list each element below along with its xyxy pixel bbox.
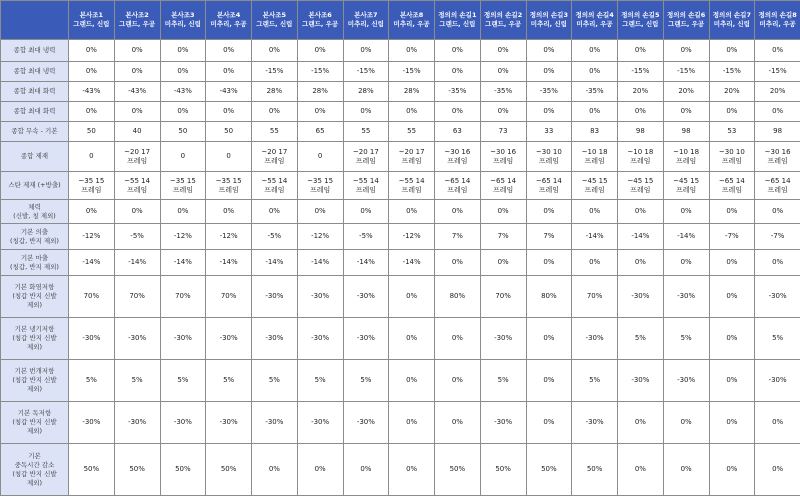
table-cell: -35% bbox=[435, 82, 481, 102]
table-cell: 5% bbox=[480, 360, 526, 402]
table-cell: 5% bbox=[618, 318, 664, 360]
table-cell: 0 bbox=[69, 142, 115, 172]
table-cell: ~20 17 프레임 bbox=[389, 142, 435, 172]
table-cell: 0% bbox=[755, 40, 800, 62]
table-cell: 0% bbox=[160, 102, 206, 122]
table-cell: 0% bbox=[435, 200, 481, 224]
table-cell: 28% bbox=[252, 82, 298, 102]
table-cell: 70% bbox=[572, 276, 618, 318]
table-cell: 0% bbox=[526, 318, 572, 360]
column-header: 정의의 손길2 그랜드, 우공 bbox=[480, 1, 526, 40]
table-cell: 0% bbox=[618, 40, 664, 62]
table-cell: -12% bbox=[206, 224, 252, 250]
row-label: 종합 최대 화력 bbox=[1, 102, 69, 122]
table-cell: 83 bbox=[572, 122, 618, 142]
table-cell: 0% bbox=[618, 200, 664, 224]
table-cell: -14% bbox=[618, 224, 664, 250]
table-cell: -35% bbox=[480, 82, 526, 102]
table-cell: 0% bbox=[252, 444, 298, 496]
table-cell: ~65 14 프레임 bbox=[755, 172, 800, 200]
table-cell: 28% bbox=[297, 82, 343, 102]
table-cell: 0% bbox=[114, 40, 160, 62]
table-cell: 0% bbox=[160, 40, 206, 62]
table-row bbox=[1, 62, 800, 82]
table-cell: 0% bbox=[114, 200, 160, 224]
table-cell: 50% bbox=[480, 444, 526, 496]
table-cell: 50% bbox=[435, 444, 481, 496]
table-cell: -14% bbox=[206, 250, 252, 276]
table-cell: 70% bbox=[69, 276, 115, 318]
table-cell: -30% bbox=[69, 318, 115, 360]
table-cell: 50% bbox=[160, 444, 206, 496]
table-cell: 0% bbox=[709, 402, 755, 444]
table-row bbox=[1, 102, 800, 122]
table-cell: 0% bbox=[618, 250, 664, 276]
table-cell: -14% bbox=[160, 250, 206, 276]
table-cell: ~55 14 프레임 bbox=[389, 172, 435, 200]
table-cell: 5% bbox=[297, 360, 343, 402]
table-cell: 0% bbox=[297, 444, 343, 496]
table-cell: ~35 15 프레임 bbox=[160, 172, 206, 200]
table-cell: 50 bbox=[206, 122, 252, 142]
table-cell: 0% bbox=[526, 102, 572, 122]
column-header: 본사조8 미추리, 우공 bbox=[389, 1, 435, 40]
table-cell: ~10 18 프레임 bbox=[663, 142, 709, 172]
table-cell: -14% bbox=[663, 224, 709, 250]
corner-cell bbox=[1, 1, 69, 40]
table-cell: 5% bbox=[663, 318, 709, 360]
table-cell: -12% bbox=[160, 224, 206, 250]
table-cell: 70% bbox=[160, 276, 206, 318]
table-cell: ~30 16 프레임 bbox=[755, 142, 800, 172]
table-cell: 98 bbox=[618, 122, 664, 142]
table-cell: 98 bbox=[663, 122, 709, 142]
table-cell: 0% bbox=[389, 402, 435, 444]
table-row bbox=[1, 402, 800, 444]
table-cell: -30% bbox=[572, 402, 618, 444]
table-cell: -30% bbox=[206, 402, 252, 444]
table-cell: 55 bbox=[252, 122, 298, 142]
table-cell: 0% bbox=[206, 62, 252, 82]
table-row bbox=[1, 82, 800, 102]
table-cell: 0 bbox=[160, 142, 206, 172]
table-cell: 0% bbox=[160, 62, 206, 82]
table-cell: 0% bbox=[709, 200, 755, 224]
column-header: 정의의 손길8 미추리, 우공 bbox=[755, 1, 800, 40]
column-header: 정의의 손길5 그랜드, 신림 bbox=[618, 1, 664, 40]
table-cell: 0% bbox=[618, 102, 664, 122]
table-cell: 0% bbox=[389, 40, 435, 62]
table-cell: -30% bbox=[343, 402, 389, 444]
table-cell: ~30 10 프레임 bbox=[709, 142, 755, 172]
table-cell: 0% bbox=[526, 250, 572, 276]
table-cell: 0% bbox=[663, 444, 709, 496]
table-cell: 0% bbox=[435, 62, 481, 82]
table-cell: 0% bbox=[709, 360, 755, 402]
column-header: 정의의 손길3 미추리, 신림 bbox=[526, 1, 572, 40]
table-cell: 5% bbox=[160, 360, 206, 402]
table-cell: -30% bbox=[160, 318, 206, 360]
table-row bbox=[1, 318, 800, 360]
table-cell: -15% bbox=[755, 62, 800, 82]
table-cell: ~35 15 프레임 bbox=[297, 172, 343, 200]
table-cell: 0% bbox=[572, 200, 618, 224]
table-cell: 0% bbox=[480, 200, 526, 224]
table-cell: 0% bbox=[435, 360, 481, 402]
table-cell: -30% bbox=[755, 276, 800, 318]
table-cell: 50% bbox=[572, 444, 618, 496]
table-cell: 0% bbox=[69, 102, 115, 122]
table-cell: 0% bbox=[435, 250, 481, 276]
table-cell: -14% bbox=[343, 250, 389, 276]
table-cell: 7% bbox=[526, 224, 572, 250]
table-row bbox=[1, 444, 800, 496]
table-cell: 98 bbox=[755, 122, 800, 142]
table-cell: 80% bbox=[435, 276, 481, 318]
table-cell: ~65 14 프레임 bbox=[480, 172, 526, 200]
table-cell: -12% bbox=[297, 224, 343, 250]
row-label: 기본 의출 (칭갑, 반지 제외) bbox=[1, 224, 69, 250]
table-cell: 63 bbox=[435, 122, 481, 142]
table-cell: ~45 15 프레임 bbox=[572, 172, 618, 200]
table-cell: -43% bbox=[69, 82, 115, 102]
table-cell: -14% bbox=[114, 250, 160, 276]
table-cell: 0% bbox=[435, 402, 481, 444]
table-cell: 53 bbox=[709, 122, 755, 142]
table-cell: 0% bbox=[663, 40, 709, 62]
table-cell: -43% bbox=[114, 82, 160, 102]
column-header: 본사조5 그랜드, 신림 bbox=[252, 1, 298, 40]
table-cell: 5% bbox=[114, 360, 160, 402]
table-cell: 0% bbox=[297, 200, 343, 224]
table-cell: -30% bbox=[572, 318, 618, 360]
table-cell: 28% bbox=[389, 82, 435, 102]
table-cell: 0% bbox=[709, 276, 755, 318]
table-cell: -7% bbox=[709, 224, 755, 250]
table-cell: 0% bbox=[69, 40, 115, 62]
table-cell: -30% bbox=[206, 318, 252, 360]
table-cell: -30% bbox=[297, 402, 343, 444]
table-cell: 0% bbox=[435, 102, 481, 122]
table-cell: 0% bbox=[618, 402, 664, 444]
table-cell: 0% bbox=[114, 102, 160, 122]
table-cell: ~55 14 프레임 bbox=[114, 172, 160, 200]
table-row bbox=[1, 122, 800, 142]
table-row bbox=[1, 276, 800, 318]
table-cell: ~55 14 프레임 bbox=[343, 172, 389, 200]
table-cell: ~65 14 프레임 bbox=[435, 172, 481, 200]
table-cell: 0% bbox=[206, 200, 252, 224]
table-cell: -30% bbox=[755, 360, 800, 402]
table-cell: ~30 10 프레임 bbox=[526, 142, 572, 172]
table-cell: 50 bbox=[69, 122, 115, 142]
table-cell: -30% bbox=[343, 318, 389, 360]
table-cell: -35% bbox=[526, 82, 572, 102]
table-cell: -30% bbox=[297, 318, 343, 360]
table-cell: -5% bbox=[114, 224, 160, 250]
table-cell: -15% bbox=[297, 62, 343, 82]
table-cell: 0% bbox=[663, 200, 709, 224]
table-cell: 50% bbox=[206, 444, 252, 496]
row-label: 기본 번개저항 (칭갑 반지 신발 제외) bbox=[1, 360, 69, 402]
table-cell: 0% bbox=[526, 200, 572, 224]
table-cell: 50% bbox=[526, 444, 572, 496]
table-cell: 0% bbox=[663, 402, 709, 444]
table-cell: 0% bbox=[343, 200, 389, 224]
table-cell: 65 bbox=[297, 122, 343, 142]
table-cell: -43% bbox=[160, 82, 206, 102]
table-cell: -30% bbox=[663, 276, 709, 318]
table-row bbox=[1, 224, 800, 250]
table-cell: 0% bbox=[297, 102, 343, 122]
table-cell: -30% bbox=[618, 276, 664, 318]
table-cell: 0% bbox=[160, 200, 206, 224]
table-cell: -7% bbox=[755, 224, 800, 250]
table-cell: 28% bbox=[343, 82, 389, 102]
table-cell: -14% bbox=[69, 250, 115, 276]
table-cell: 0% bbox=[480, 40, 526, 62]
column-header: 본사조4 미추리, 우공 bbox=[206, 1, 252, 40]
table-cell: 0% bbox=[389, 276, 435, 318]
column-header: 정의의 손길7 미추리, 신림 bbox=[709, 1, 755, 40]
table-cell: 0% bbox=[526, 40, 572, 62]
table-cell: 73 bbox=[480, 122, 526, 142]
table-cell: ~55 14 프레임 bbox=[252, 172, 298, 200]
table-cell: ~10 18 프레임 bbox=[618, 142, 664, 172]
table-cell: 0% bbox=[297, 40, 343, 62]
table-cell: -30% bbox=[69, 402, 115, 444]
table-cell: 0% bbox=[663, 102, 709, 122]
table-cell: 70% bbox=[206, 276, 252, 318]
table-cell: -15% bbox=[618, 62, 664, 82]
table-cell: 70% bbox=[114, 276, 160, 318]
row-label: 기본 마출 (칭갑, 반지 제외) bbox=[1, 250, 69, 276]
table-cell: 5% bbox=[343, 360, 389, 402]
table-cell: ~35 15 프레임 bbox=[69, 172, 115, 200]
table-row bbox=[1, 142, 800, 172]
table-cell: 0% bbox=[709, 318, 755, 360]
table-cell: -30% bbox=[114, 402, 160, 444]
table-cell: ~30 16 프레임 bbox=[435, 142, 481, 172]
table-row bbox=[1, 40, 800, 62]
table-cell: 80% bbox=[526, 276, 572, 318]
table-cell: 20% bbox=[709, 82, 755, 102]
header-row bbox=[1, 1, 800, 40]
table-cell: ~65 14 프레임 bbox=[709, 172, 755, 200]
row-label: 기본 냉기저항 (칭갑 반지 신발 제외) bbox=[1, 318, 69, 360]
table-cell: -12% bbox=[389, 224, 435, 250]
row-label: 종합 제재 bbox=[1, 142, 69, 172]
row-label: 종합 최대 냉력 bbox=[1, 62, 69, 82]
table-row bbox=[1, 200, 800, 224]
table-cell: 0% bbox=[389, 360, 435, 402]
table-cell: 0% bbox=[343, 102, 389, 122]
table-cell: ~45 15 프레임 bbox=[663, 172, 709, 200]
table-row bbox=[1, 172, 800, 200]
table-cell: -15% bbox=[709, 62, 755, 82]
table-cell: 0% bbox=[709, 102, 755, 122]
row-label: 기본 중독시간 감소 (칭갑 반지 신발 제외) bbox=[1, 444, 69, 496]
table-cell: 20% bbox=[755, 82, 800, 102]
table-cell: ~65 14 프레임 bbox=[526, 172, 572, 200]
column-header: 본사조3 미추리, 신림 bbox=[160, 1, 206, 40]
table-cell: ~20 17 프레임 bbox=[252, 142, 298, 172]
table-cell: ~30 16 프레임 bbox=[480, 142, 526, 172]
table-cell: 5% bbox=[572, 360, 618, 402]
table-cell: 0% bbox=[480, 62, 526, 82]
table-cell: -14% bbox=[297, 250, 343, 276]
table-cell: -14% bbox=[252, 250, 298, 276]
table-cell: 0% bbox=[572, 40, 618, 62]
table-cell: 0% bbox=[663, 250, 709, 276]
table-cell: -14% bbox=[389, 250, 435, 276]
table-cell: -30% bbox=[252, 276, 298, 318]
row-label: 종합 무속 - 기본 bbox=[1, 122, 69, 142]
table-cell: -30% bbox=[252, 402, 298, 444]
table-cell: 5% bbox=[755, 318, 800, 360]
table-cell: ~45 15 프레임 bbox=[618, 172, 664, 200]
table-row bbox=[1, 250, 800, 276]
table-cell: 0% bbox=[389, 318, 435, 360]
table-cell: ~20 17 프레임 bbox=[343, 142, 389, 172]
table-cell: -15% bbox=[343, 62, 389, 82]
table-cell: -12% bbox=[69, 224, 115, 250]
table-cell: 0% bbox=[572, 62, 618, 82]
table-cell: 0% bbox=[252, 102, 298, 122]
column-header: 본사조1 그랜드, 신림 bbox=[69, 1, 115, 40]
table-cell: -30% bbox=[252, 318, 298, 360]
table-cell: -35% bbox=[572, 82, 618, 102]
table-cell: 0% bbox=[252, 40, 298, 62]
table-cell: 0% bbox=[572, 250, 618, 276]
table-cell: 20% bbox=[663, 82, 709, 102]
table-cell: -30% bbox=[160, 402, 206, 444]
table-cell: 0% bbox=[709, 444, 755, 496]
table-cell: -30% bbox=[618, 360, 664, 402]
table-cell: 0% bbox=[755, 102, 800, 122]
table-cell: ~20 17 프레임 bbox=[114, 142, 160, 172]
row-label: 기본 화염저항 (칭갑 반지 신발 제외) bbox=[1, 276, 69, 318]
table-cell: 0 bbox=[297, 142, 343, 172]
table-cell: -15% bbox=[663, 62, 709, 82]
table-cell: 40 bbox=[114, 122, 160, 142]
table-cell: 0% bbox=[343, 444, 389, 496]
table-cell: 5% bbox=[206, 360, 252, 402]
table-cell: 0% bbox=[755, 444, 800, 496]
table-cell: 0% bbox=[252, 200, 298, 224]
table-cell: 0% bbox=[709, 250, 755, 276]
table-cell: -30% bbox=[480, 402, 526, 444]
table-cell: 50% bbox=[114, 444, 160, 496]
column-header: 정의의 손길6 그랜드, 우공 bbox=[663, 1, 709, 40]
table-cell: 0% bbox=[206, 102, 252, 122]
table-cell: -5% bbox=[252, 224, 298, 250]
table-cell: -30% bbox=[114, 318, 160, 360]
row-label: 기본 독저항 (칭갑 반지 신발 제외) bbox=[1, 402, 69, 444]
column-header: 본사조7 미추리, 신림 bbox=[343, 1, 389, 40]
table-cell: 7% bbox=[435, 224, 481, 250]
table-cell: 55 bbox=[343, 122, 389, 142]
table-cell: 0% bbox=[480, 102, 526, 122]
table-cell: 0% bbox=[389, 200, 435, 224]
table-cell: 0% bbox=[526, 360, 572, 402]
table-cell: 0% bbox=[435, 40, 481, 62]
table-cell: 33 bbox=[526, 122, 572, 142]
column-header: 정의의 손길4 미추리, 우공 bbox=[572, 1, 618, 40]
table-cell: 0% bbox=[572, 102, 618, 122]
table-cell: -14% bbox=[572, 224, 618, 250]
table-cell: 0% bbox=[206, 40, 252, 62]
table-cell: ~35 15 프레임 bbox=[206, 172, 252, 200]
table-cell: -30% bbox=[343, 276, 389, 318]
table-cell: -15% bbox=[252, 62, 298, 82]
table-cell: 0% bbox=[114, 62, 160, 82]
table-cell: 0 bbox=[206, 142, 252, 172]
table-cell: 7% bbox=[480, 224, 526, 250]
table-cell: 55 bbox=[389, 122, 435, 142]
table-cell: 5% bbox=[69, 360, 115, 402]
table-cell: -5% bbox=[343, 224, 389, 250]
table-cell: 0% bbox=[69, 200, 115, 224]
column-header: 본사조2 그랜드, 우공 bbox=[114, 1, 160, 40]
table-cell: ~10 18 프레임 bbox=[572, 142, 618, 172]
table-row bbox=[1, 360, 800, 402]
table-cell: 5% bbox=[252, 360, 298, 402]
table-cell: 0% bbox=[389, 444, 435, 496]
table-cell: 0% bbox=[343, 40, 389, 62]
table-cell: 20% bbox=[618, 82, 664, 102]
table-cell: 70% bbox=[480, 276, 526, 318]
column-header: 정의의 손길1 그랜드, 신림 bbox=[435, 1, 481, 40]
row-label: 스탄 제재 (+방출) bbox=[1, 172, 69, 200]
table-cell: -15% bbox=[389, 62, 435, 82]
table-cell: -30% bbox=[663, 360, 709, 402]
table-cell: -30% bbox=[297, 276, 343, 318]
table-cell: 0% bbox=[480, 250, 526, 276]
table-cell: 50 bbox=[160, 122, 206, 142]
table-cell: 0% bbox=[755, 402, 800, 444]
table-cell: -43% bbox=[206, 82, 252, 102]
column-header: 본사조6 그랜드, 우공 bbox=[297, 1, 343, 40]
table-cell: -30% bbox=[480, 318, 526, 360]
table-cell: 50% bbox=[69, 444, 115, 496]
row-label: 종합 최대 냉력 bbox=[1, 40, 69, 62]
table-cell: 0% bbox=[389, 102, 435, 122]
table-cell: 0% bbox=[526, 62, 572, 82]
table-cell: 0% bbox=[526, 402, 572, 444]
row-label: 체력 (신발, 칭 제외) bbox=[1, 200, 69, 224]
row-label: 종합 최대 화력 bbox=[1, 82, 69, 102]
table-cell: 0% bbox=[755, 250, 800, 276]
table-cell: 0% bbox=[618, 444, 664, 496]
table-cell: 0% bbox=[755, 200, 800, 224]
table-cell: 0% bbox=[435, 318, 481, 360]
table-cell: 0% bbox=[69, 62, 115, 82]
table-cell: 0% bbox=[709, 40, 755, 62]
